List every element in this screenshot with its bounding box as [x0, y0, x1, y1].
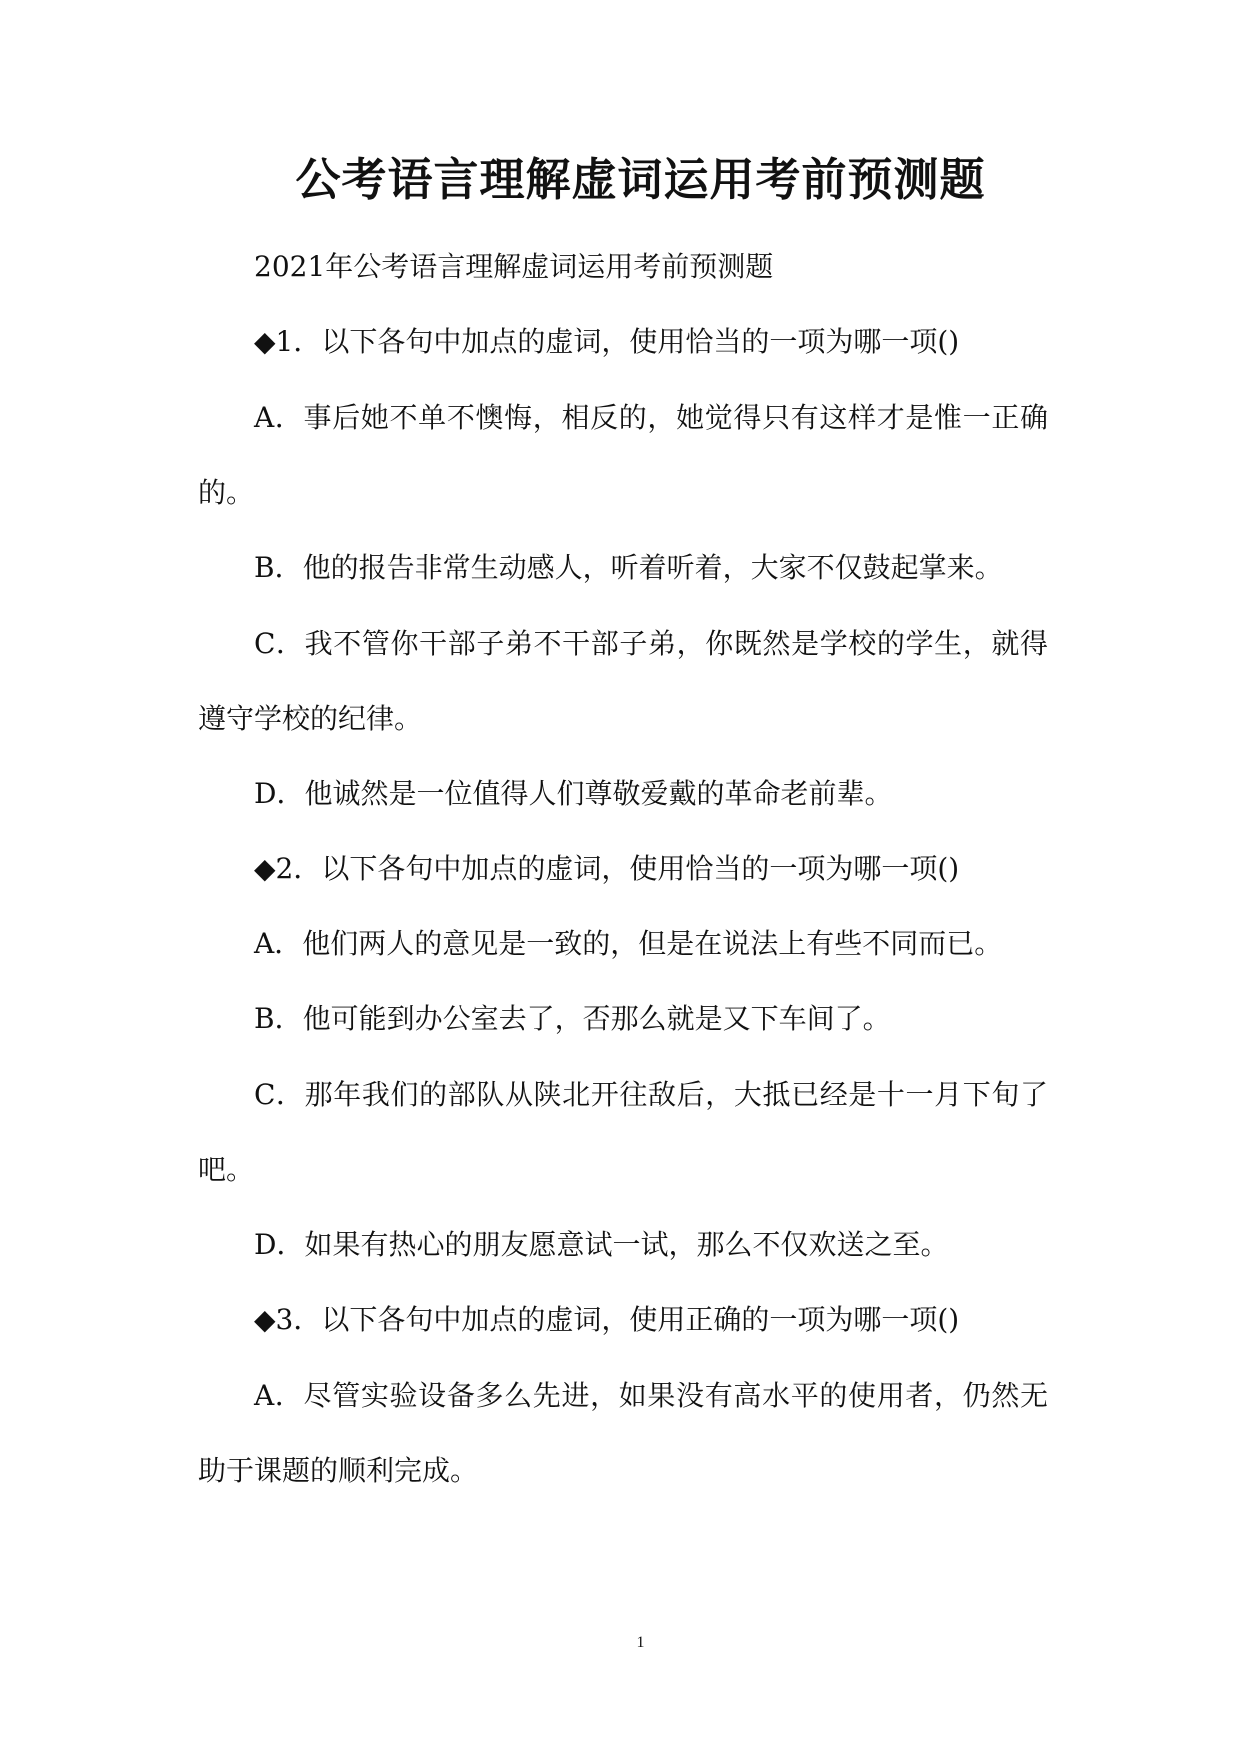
question-2-option-a: A．他们两人的意见是一致的，但是在说法上有些不同而已。	[254, 927, 1003, 960]
document-body	[198, 248, 1048, 1527]
question-1-option-c: C．我不管你干部子弟不干部子弟，你既然是学校的学生，就得遵守学校的纪律。	[198, 627, 1048, 735]
question-3-option-a: A．尽管实验设备多么先进，如果没有高水平的使用者，仍然无助于课题的顺利完成。	[198, 1379, 1048, 1487]
page-number: 1	[636, 1634, 645, 1651]
question-2-stem: ◆2．以下各句中加点的虚词，使用恰当的一项为哪一项()	[254, 852, 960, 885]
question-2-option-b: B．他可能到办公室去了，否那么就是又下车间了。	[254, 1002, 891, 1035]
page-title: 公考语言理解虚词运用考前预测题	[295, 153, 986, 206]
question-3-stem: ◆3．以下各句中加点的虚词，使用正确的一项为哪一项()	[254, 1303, 960, 1336]
question-1-option-a: A．事后她不单不懊悔，相反的，她觉得只有这样才是惟一正确的。	[198, 401, 1048, 509]
subtitle-paragraph: 2021年公考语言理解虚词运用考前预测题	[254, 250, 774, 283]
question-1-option-d: D．他诚然是一位值得人们尊敬爱戴的革命老前辈。	[254, 777, 893, 810]
question-2-option-c: C．那年我们的部队从陕北开往敌后，大抵已经是十一月下旬了吧。	[198, 1078, 1048, 1186]
question-1-option-b: B．他的报告非常生动感人，听着听着，大家不仅鼓起掌来。	[254, 551, 1003, 584]
question-1-stem: ◆1．以下各句中加点的虚词，使用恰当的一项为哪一项()	[254, 325, 960, 358]
question-2-option-d: D．如果有热心的朋友愿意试一试，那么不仅欢送之至。	[254, 1228, 949, 1261]
